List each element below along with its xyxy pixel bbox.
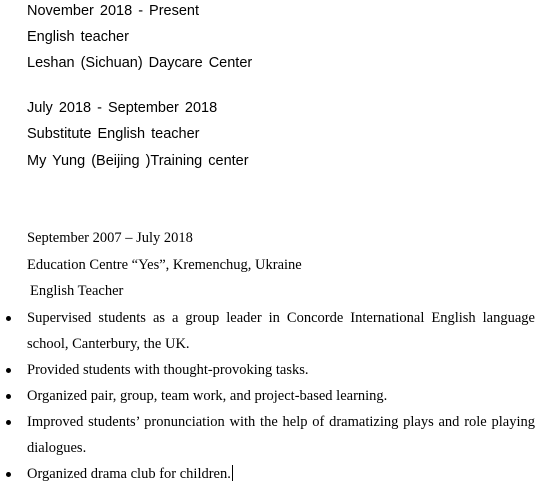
- job-title: English teacher: [27, 29, 129, 45]
- bullet-icon: [6, 472, 11, 477]
- job-dates: November 2018 - Present: [27, 3, 200, 19]
- bullet-icon: [6, 316, 11, 321]
- text-cursor: [232, 465, 234, 481]
- duty-text: Supervised students as a group leader in Concorde International English language school, Canterbury, the UK.: [27, 310, 535, 352]
- bullet-icon: [6, 420, 11, 425]
- job-title: English Teacher: [30, 283, 124, 299]
- duty-text: Provided students with thought-provoking tasks.: [27, 362, 309, 378]
- job-dates: September 2007 – July 2018: [27, 230, 193, 246]
- duty-text-last[interactable]: [27, 461, 535, 487]
- duty-text: Improved students’ pronunciation with the help of dramatizing plays and role playing dialogues.: [27, 414, 535, 456]
- duty-text: Organized drama club for children.: [27, 466, 231, 482]
- job-company: Education Centre “Yes”, Kremenchug, Ukraine: [27, 257, 302, 273]
- bullet-icon: [6, 394, 11, 399]
- bullet-icon: [6, 368, 11, 373]
- duty-text: Organized pair, group, team work, and project-based learning.: [27, 388, 388, 404]
- job-dates: July 2018 - September 2018: [27, 100, 218, 116]
- job-company: My Yung (Beijing )Training center: [27, 153, 249, 169]
- job-title: Substitute English teacher: [27, 126, 200, 142]
- job-company: Leshan (Sichuan) Daycare Center: [27, 55, 253, 71]
